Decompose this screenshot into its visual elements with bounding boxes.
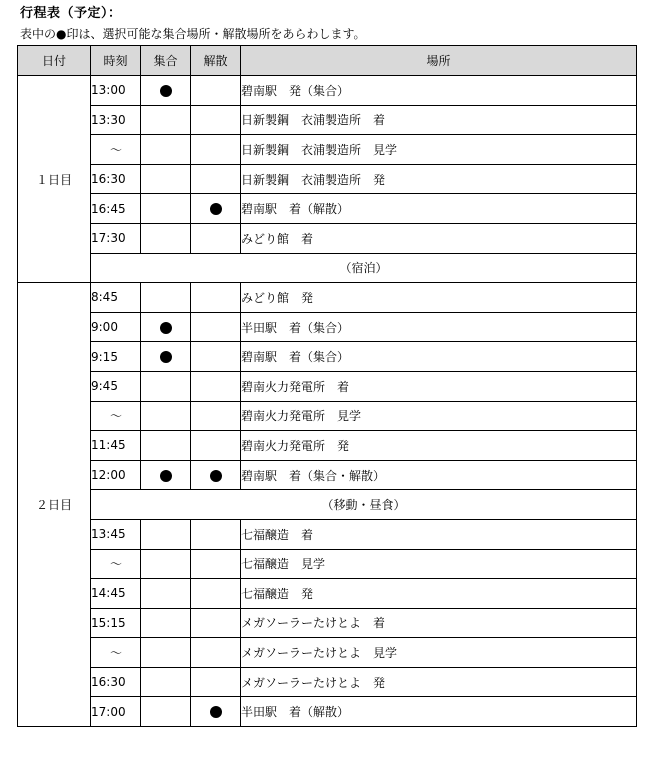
disperse-cell [191, 401, 241, 431]
place-cell: メガソーラーたけとよ 着 [241, 608, 637, 638]
gather-cell [141, 608, 191, 638]
table-row [18, 135, 637, 165]
disperse-cell [191, 697, 241, 727]
time-cell: ～ [91, 638, 141, 668]
table-row [18, 342, 637, 372]
gather-cell [141, 638, 191, 668]
day-label: １日目 [18, 76, 91, 283]
gather-cell [141, 431, 191, 461]
time-cell: 11:45 [91, 431, 141, 461]
place-cell: みどり館 発 [241, 283, 637, 313]
time-cell: 16:30 [91, 164, 141, 194]
schedule-table [17, 45, 637, 727]
disperse-cell [191, 342, 241, 372]
gather-cell [141, 519, 191, 549]
disperse-dot-icon [210, 203, 222, 215]
time-cell: 14:45 [91, 579, 141, 609]
time-cell: 13:30 [91, 105, 141, 135]
time-cell: 17:00 [91, 697, 141, 727]
time-cell: 17:30 [91, 223, 141, 253]
disperse-cell [191, 283, 241, 313]
place-cell: 碧南駅 着（集合） [241, 342, 637, 372]
table-row [18, 312, 637, 342]
time-cell: 16:45 [91, 194, 141, 224]
header-place: 場所 [241, 46, 637, 76]
gather-dot-icon [160, 322, 172, 334]
time-cell: ～ [91, 135, 141, 165]
gather-cell [141, 667, 191, 697]
disperse-dot-icon [210, 706, 222, 718]
time-cell: 12:00 [91, 460, 141, 490]
time-cell: 13:00 [91, 76, 141, 106]
table-row [18, 519, 637, 549]
legend-note: 表中の●印は、選択可能な集合場所・解散場所をあらわします。 [20, 27, 366, 41]
disperse-cell [191, 460, 241, 490]
time-cell: 9:00 [91, 312, 141, 342]
gather-cell [141, 342, 191, 372]
gather-cell [141, 371, 191, 401]
disperse-cell [191, 579, 241, 609]
disperse-cell [191, 549, 241, 579]
disperse-cell [191, 105, 241, 135]
place-cell: 七福醸造 見学 [241, 549, 637, 579]
table-row [18, 401, 637, 431]
gather-cell [141, 401, 191, 431]
place-cell: 日新製鋼 衣浦製造所 着 [241, 105, 637, 135]
time-cell: 8:45 [91, 283, 141, 313]
gather-cell [141, 164, 191, 194]
gather-cell [141, 223, 191, 253]
header-time: 時刻 [91, 46, 141, 76]
disperse-cell [191, 608, 241, 638]
table-row [18, 608, 637, 638]
gather-cell [141, 105, 191, 135]
table-row [18, 579, 637, 609]
time-cell: 9:15 [91, 342, 141, 372]
table-span-row [18, 253, 637, 283]
table-row [18, 371, 637, 401]
disperse-cell [191, 194, 241, 224]
table-row [18, 431, 637, 461]
place-cell: 七福醸造 着 [241, 519, 637, 549]
time-cell: 13:45 [91, 519, 141, 549]
gather-cell [141, 697, 191, 727]
place-cell: 碧南火力発電所 発 [241, 431, 637, 461]
disperse-cell [191, 519, 241, 549]
time-cell: ～ [91, 549, 141, 579]
disperse-cell [191, 667, 241, 697]
place-cell: 日新製鋼 衣浦製造所 見学 [241, 135, 637, 165]
time-cell: ～ [91, 401, 141, 431]
disperse-cell [191, 638, 241, 668]
gather-cell [141, 549, 191, 579]
header-gather: 集合 [141, 46, 191, 76]
table-row [18, 549, 637, 579]
header-disperse: 解散 [191, 46, 241, 76]
place-cell: 七福醸造 発 [241, 579, 637, 609]
disperse-cell [191, 431, 241, 461]
place-cell: 半田駅 着（解散） [241, 697, 637, 727]
gather-cell [141, 135, 191, 165]
place-cell: 半田駅 着（集合） [241, 312, 637, 342]
table-header-row [18, 46, 637, 76]
document-title: 行程表（予定）： [20, 6, 122, 21]
disperse-cell [191, 223, 241, 253]
gather-cell [141, 283, 191, 313]
time-cell: 15:15 [91, 608, 141, 638]
table-row [18, 223, 637, 253]
table-row [18, 76, 637, 106]
gather-cell [141, 579, 191, 609]
header-date: 日付 [18, 46, 91, 76]
table-span-row [18, 490, 637, 520]
disperse-cell [191, 312, 241, 342]
time-cell: 9:45 [91, 371, 141, 401]
table-row [18, 283, 637, 313]
span-note: （移動・昼食） [91, 490, 637, 520]
table-row [18, 638, 637, 668]
gather-cell [141, 460, 191, 490]
disperse-cell [191, 76, 241, 106]
gather-cell [141, 76, 191, 106]
gather-dot-icon [160, 351, 172, 363]
table-row [18, 460, 637, 490]
gather-cell [141, 194, 191, 224]
place-cell: 日新製鋼 衣浦製造所 発 [241, 164, 637, 194]
disperse-cell [191, 371, 241, 401]
table-row [18, 697, 637, 727]
place-cell: 碧南火力発電所 見学 [241, 401, 637, 431]
disperse-cell [191, 164, 241, 194]
table-row [18, 194, 637, 224]
place-cell: メガソーラーたけとよ 見学 [241, 638, 637, 668]
place-cell: みどり館 着 [241, 223, 637, 253]
disperse-cell [191, 135, 241, 165]
table-row [18, 667, 637, 697]
place-cell: 碧南火力発電所 着 [241, 371, 637, 401]
table-row [18, 105, 637, 135]
gather-dot-icon [160, 470, 172, 482]
time-cell: 16:30 [91, 667, 141, 697]
span-note: （宿泊） [91, 253, 637, 283]
place-cell: 碧南駅 発（集合） [241, 76, 637, 106]
gather-dot-icon [160, 85, 172, 97]
place-cell: メガソーラーたけとよ 発 [241, 667, 637, 697]
place-cell: 碧南駅 着（解散） [241, 194, 637, 224]
place-cell: 碧南駅 着（集合・解散） [241, 460, 637, 490]
disperse-dot-icon [210, 470, 222, 482]
table-row [18, 164, 637, 194]
gather-cell [141, 312, 191, 342]
day-label: ２日目 [18, 283, 91, 727]
